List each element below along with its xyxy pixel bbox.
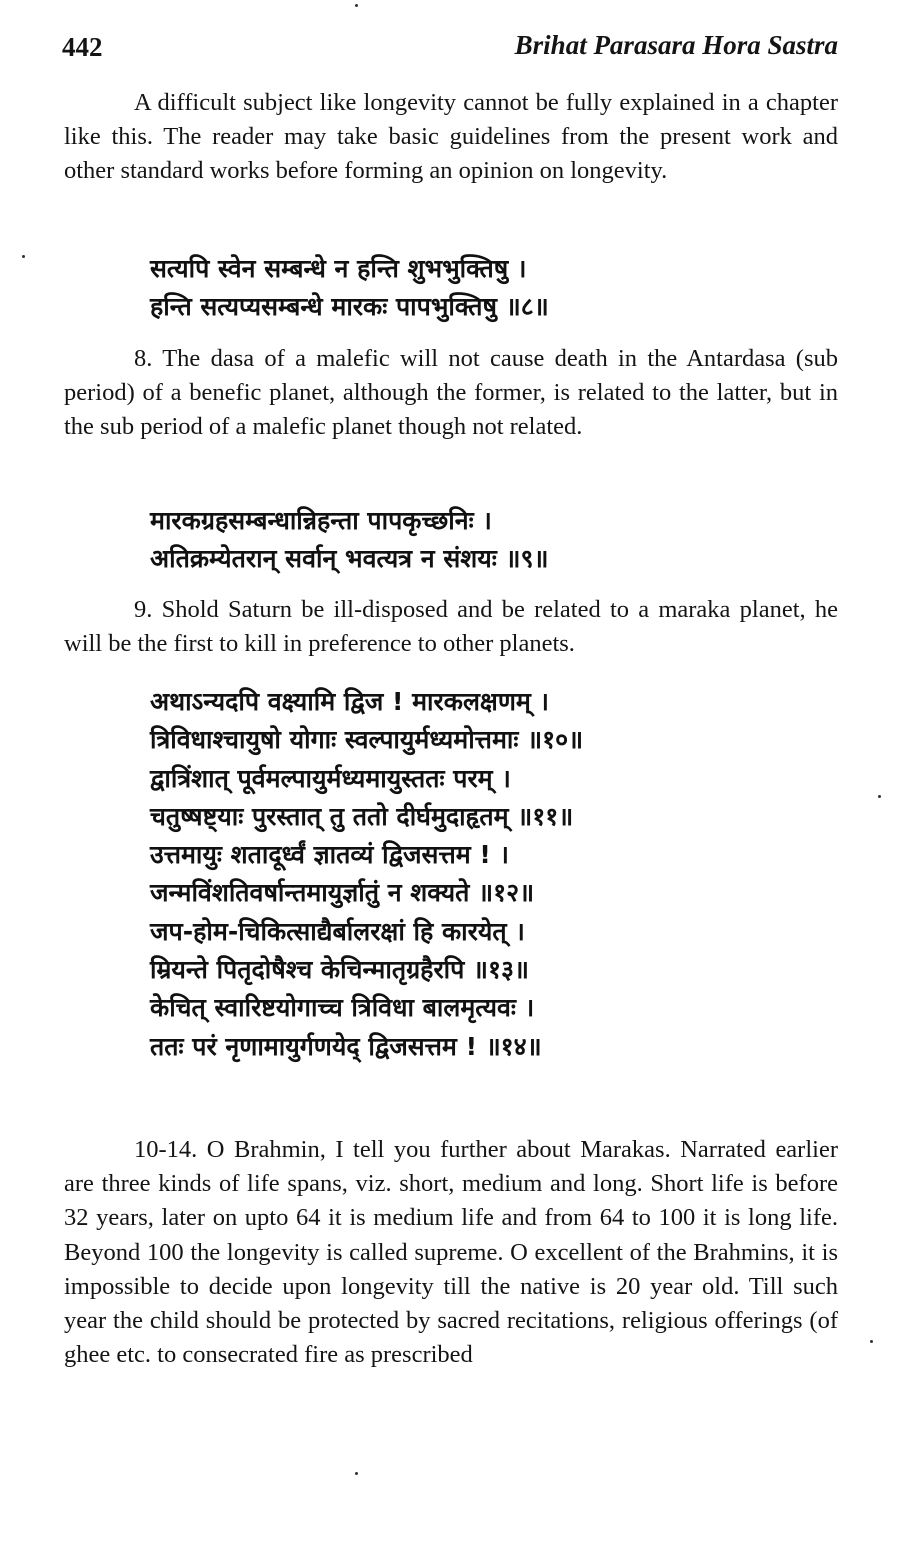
verse-line: ततः परं नृणामायुर्गणयेद् द्विजसत्तम ! ॥१४॥ <box>150 1031 542 1061</box>
verse-line: हन्ति सत्यप्यसम्बन्धे मारकः पापभुक्तिषु ॥८॥ <box>150 292 549 322</box>
scan-speck <box>878 795 881 798</box>
verse-line: अतिक्रम्येतरान् सर्वान् भवत्यत्र न संशयः ॥९॥ <box>150 544 549 574</box>
verse-line: द्वात्रिंशात् पूर्वमल्पायुर्मध्यमायुस्ततः परम् । <box>150 763 511 793</box>
scan-speck <box>355 1472 358 1475</box>
verse-line: जन्मविंशतिवर्षान्तमायुर्ज्ञातुं न शक्यते ॥१२॥ <box>150 878 535 908</box>
verse-line: त्रिविधाश्चायुषो योगाः स्वल्पायुर्मध्यमोत्तमाः ॥१०॥ <box>150 725 584 755</box>
verse-line: जप-होम-चिकित्साद्यैर्बालरक्षां हि कारयेत् । <box>150 916 525 946</box>
verse-9 <box>150 502 770 579</box>
intro-paragraph: A difficult subject like longevity cannot be fully explained in a chapter like this. The reader may take basic guidelines from the present work and other standard works before forming an opinion on longevity. <box>64 89 838 185</box>
scan-speck <box>22 255 25 258</box>
scan-speck <box>870 1340 873 1343</box>
verses-10-14 <box>150 683 770 1066</box>
verse-line: केचित् स्वारिष्टयोगाच्च त्रिविधा बालमृत्यवः । <box>150 993 535 1023</box>
verse-line: चतुष्षष्ट्याः पुरस्तात् तु ततो दीर्घमुदाहृतम् ॥११॥ <box>150 801 574 831</box>
paragraph-10-14: 10-14. O Brahmin, I tell you further about Marakas. Narrated earlier are three kinds of life spans, viz. short, medium and long. Short life is before 32 years, later on upto 64 it is medium life and from 64 to 100 it is long life. Beyond 100 the longevity is called supreme. O excellent of the Brahmins, it is impossible to decide upon longevity till the native is 20 year old. Till such year the child should be protected by sacred recitations, religious offerings (of ghee etc. to consecrated fire as prescribed <box>64 1136 838 1369</box>
scan-speck <box>355 4 358 7</box>
verse-line: अथाऽन्यदपि वक्ष्यामि द्विज ! मारकलक्षणम् । <box>150 687 550 716</box>
verse-line: सत्यपि स्वेन सम्बन्धे न हन्ति शुभभुक्तिषु । <box>150 254 527 283</box>
verse-line: मारकग्रहसम्बन्धान्निहन्ता पापकृच्छनिः । <box>150 506 492 535</box>
verse-line: म्रियन्ते पितृदोषैश्च केचिन्मातृग्रहैरपि ॥१३॥ <box>150 955 530 985</box>
page-header <box>62 28 838 68</box>
paragraph-9: 9. Shold Saturn be ill-disposed and be related to a maraka planet, he will be the first to kill in preference to other planets. <box>64 596 838 658</box>
paragraph-8: 8. The dasa of a malefic will not cause death in the Antardasa (sub period) of a benefic planet, although the former, is related to the latter, but in the sub period of a malefic planet though not related. <box>64 345 838 441</box>
verse-8 <box>150 250 770 327</box>
running-title: Brihat Parasara Hora Sastra <box>514 30 838 60</box>
page-number: 442 <box>62 32 103 62</box>
verse-line: उत्तमायुः शतादूर्ध्वं ज्ञातव्यं द्विजसत्तम ! । <box>150 840 509 870</box>
